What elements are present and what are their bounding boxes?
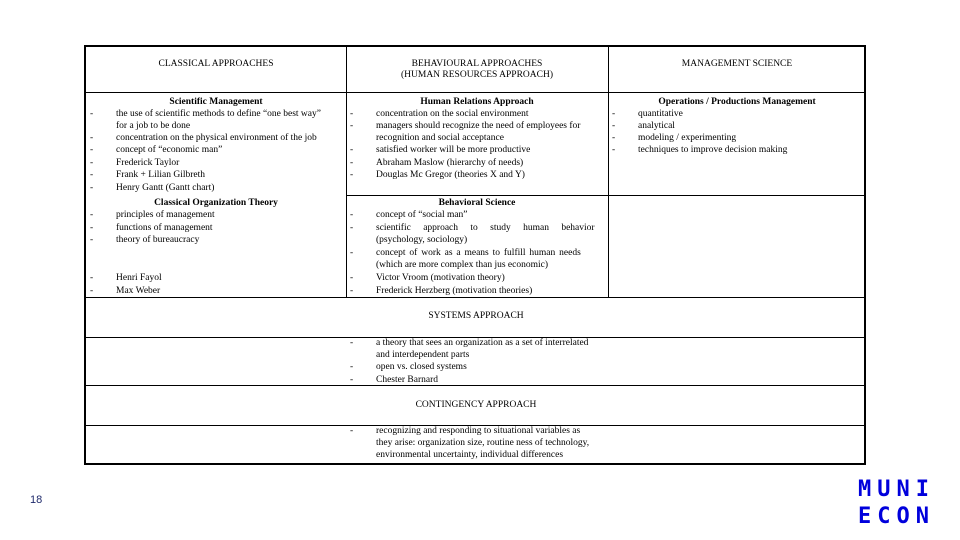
list-item: principles of management	[116, 210, 215, 220]
classical-organization-title: Classical Organization Theory	[154, 198, 278, 208]
bullet-dash: -	[350, 158, 354, 168]
list-item: concept of work as a means to fulfill human needs	[376, 248, 581, 258]
human-relations-title: Human Relations Approach	[420, 97, 534, 107]
list-item: Henry Gantt (Gantt chart)	[116, 183, 215, 193]
header-classical: CLASSICAL APPROACHES	[158, 59, 274, 69]
header-behavioural	[346, 59, 608, 81]
contingency-approach-title: CONTINGENCY APPROACH	[415, 400, 537, 410]
bullet-dash: -	[350, 248, 354, 258]
divider-subsection	[346, 195, 866, 196]
bullet-dash: -	[350, 338, 354, 348]
list-item: for a job to be done	[116, 121, 191, 131]
list-item: the use of scientific methods to define “one best way”	[116, 109, 321, 119]
bullet-dash: -	[612, 133, 616, 143]
bullet-dash: -	[90, 223, 94, 233]
header-management-science: MANAGEMENT SCIENCE	[681, 59, 793, 69]
bullet-dash: -	[612, 109, 616, 119]
list-item: Frederick Herzberg (motivation theories)	[376, 286, 533, 296]
bullet-dash: -	[90, 145, 94, 155]
list-item: they arise: organization size, routine ness of technology,	[376, 438, 590, 448]
list-item: analytical	[638, 121, 675, 131]
bullet-dash: -	[90, 133, 94, 143]
bullet-dash: -	[90, 273, 94, 283]
bullet-dash: -	[90, 183, 94, 193]
list-item: theory of bureaucracy	[116, 235, 200, 245]
list-item: and interdependent parts	[376, 350, 470, 360]
list-item: Henri Fayol	[116, 273, 162, 283]
list-item: Victor Vroom (motivation theory)	[376, 273, 505, 283]
bullet-dash: -	[612, 145, 616, 155]
logo-line-muni: MUNI	[858, 477, 935, 502]
divider-col1	[346, 47, 347, 297]
list-item: open vs. closed systems	[376, 362, 467, 372]
logo-line-econ: ECON	[858, 504, 935, 529]
behavioral-science-title: Behavioral Science	[438, 198, 516, 208]
list-item: a theory that sees an organization as a set of interrelated	[376, 338, 589, 348]
divider-systems-bottom	[86, 385, 866, 386]
bullet-dash: -	[350, 121, 354, 131]
bullet-dash: -	[350, 375, 354, 385]
bullet-dash: -	[350, 286, 354, 296]
list-item: Chester Barnard	[376, 375, 438, 385]
bullet-dash: -	[350, 145, 354, 155]
muni-econ-logo	[858, 476, 935, 530]
list-item: Max Weber	[116, 286, 161, 296]
list-item: Abraham Maslow (hierarchy of needs)	[376, 158, 524, 168]
bullet-dash: -	[612, 121, 616, 131]
bullet-dash: -	[90, 235, 94, 245]
list-item: concentration on the physical environment of the job	[116, 133, 317, 143]
bullet-dash: -	[90, 109, 94, 119]
list-item: recognizing and responding to situational variables as	[376, 426, 581, 436]
header-behavioural-line1: BEHAVIOURAL APPROACHES	[411, 59, 543, 69]
bullet-dash: -	[350, 170, 354, 180]
header-behavioural-line2: (HUMAN RESOURCES APPROACH)	[400, 70, 554, 80]
list-item: (psychology, sociology)	[376, 235, 468, 245]
divider-header	[86, 92, 866, 93]
list-item: (which are more complex than jus economic)	[376, 260, 548, 270]
systems-approach-title: SYSTEMS APPROACH	[428, 311, 524, 321]
list-item: managers should recognize the need of employees for	[376, 121, 581, 131]
bullet-dash: -	[350, 210, 354, 220]
list-item: concept of “economic man”	[116, 145, 223, 155]
bullet-dash: -	[350, 362, 354, 372]
bullet-dash: -	[350, 223, 354, 233]
operations-management-title: Operations / Productions Management	[658, 97, 816, 107]
approaches-table	[84, 45, 866, 465]
page-number: 18	[30, 494, 43, 506]
list-item: satisfied worker will be more productive	[376, 145, 531, 155]
list-item: quantitative	[638, 109, 683, 119]
bullet-dash: -	[350, 109, 354, 119]
list-item: Frederick Taylor	[116, 158, 180, 168]
list-item: environmental uncertainty, individual differences	[376, 450, 564, 460]
list-item: scientific approach to study human behavior	[376, 223, 595, 233]
bullet-dash: -	[90, 286, 94, 296]
scientific-management-title: Scientific Management	[169, 97, 263, 107]
divider-col2	[608, 47, 609, 297]
bullet-dash: -	[350, 273, 354, 283]
list-item: concept of “social man”	[376, 210, 468, 220]
bullet-dash: -	[90, 170, 94, 180]
list-item: Frank + Lilian Gilbreth	[116, 170, 205, 180]
list-item: Douglas Mc Gregor (theories X and Y)	[376, 170, 525, 180]
list-item: modeling / experimenting	[638, 133, 737, 143]
list-item: recognition and social acceptance	[376, 133, 504, 143]
list-item: functions of management	[116, 223, 213, 233]
bullet-dash: -	[90, 210, 94, 220]
bullet-dash: -	[90, 158, 94, 168]
list-item: concentration on the social environment	[376, 109, 529, 119]
bullet-dash: -	[350, 426, 354, 436]
list-item: techniques to improve decision making	[638, 145, 788, 155]
